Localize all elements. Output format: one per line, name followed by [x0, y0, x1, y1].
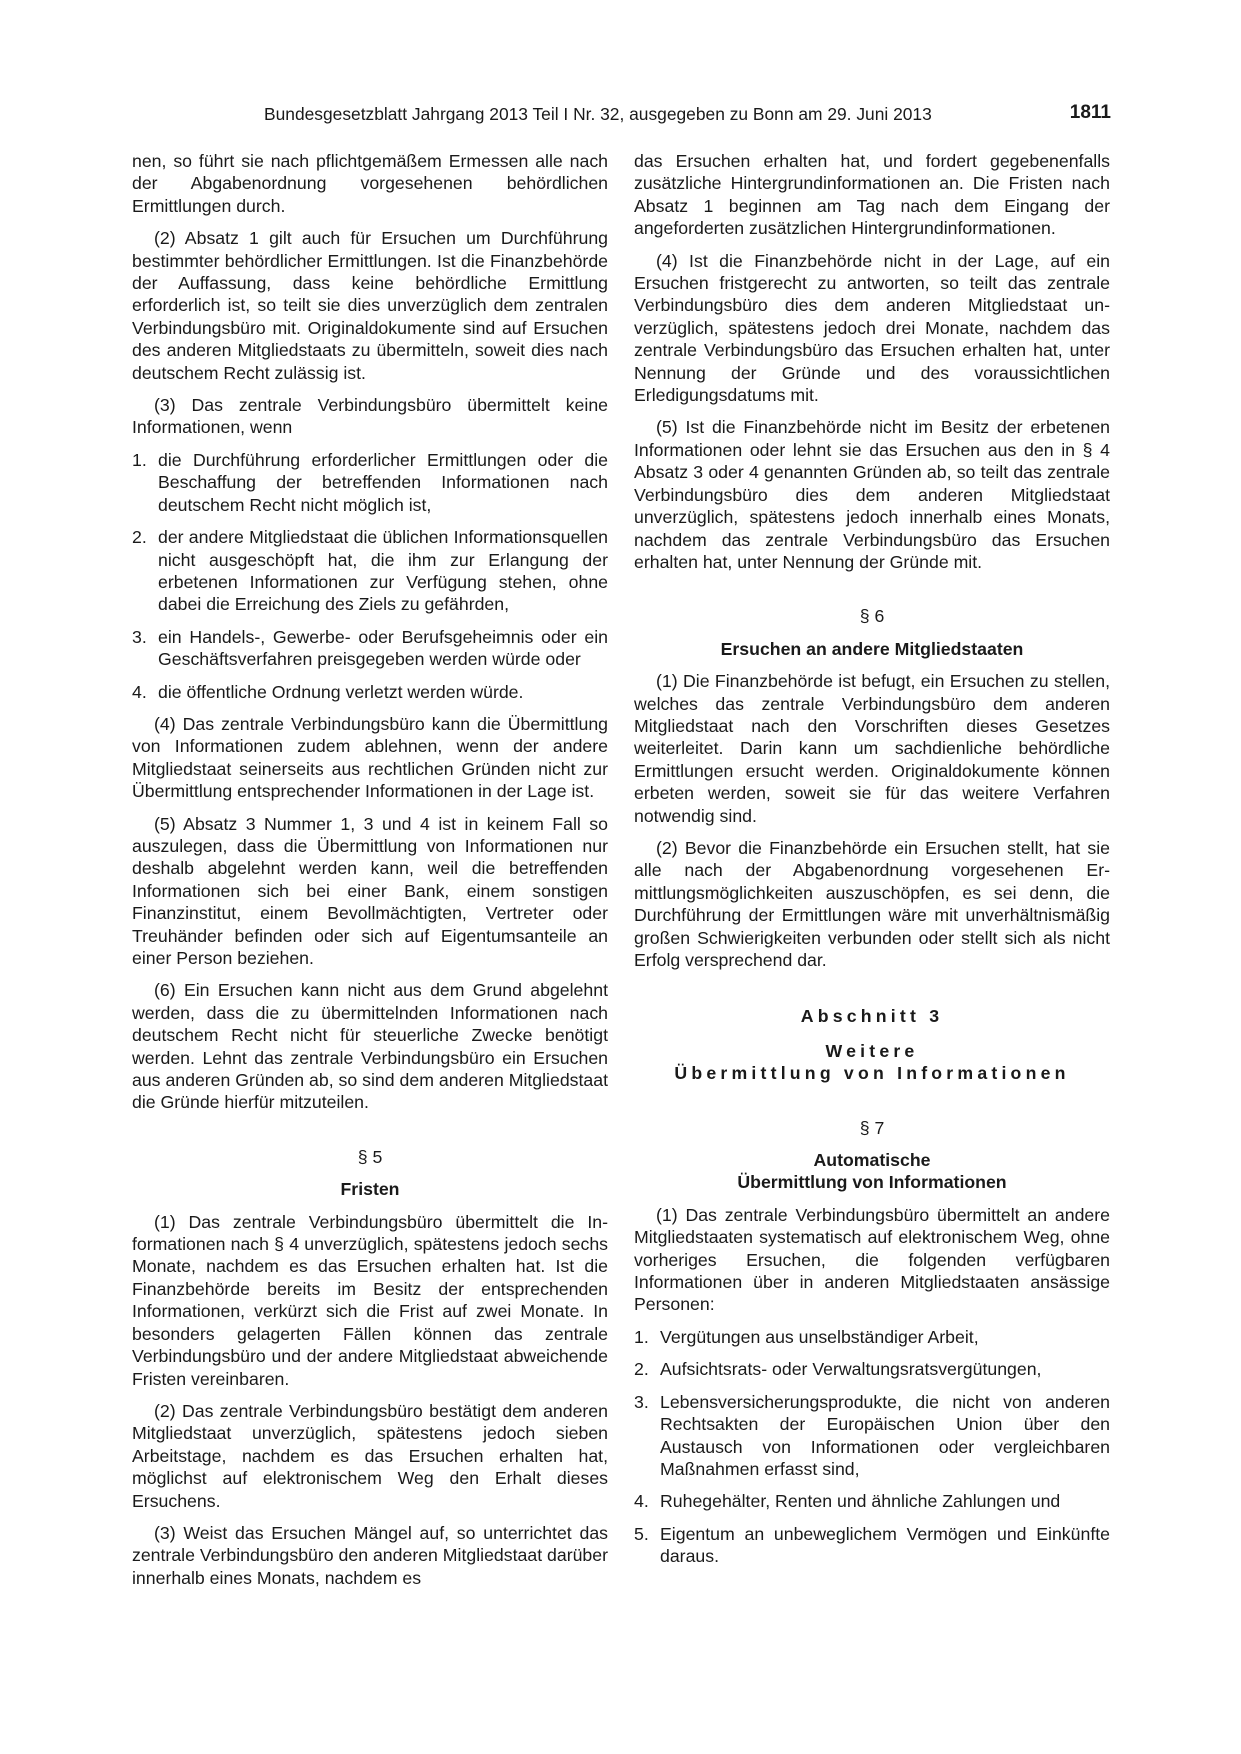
- paragraph-5-1: (1) Das zentrale Verbindungsbüro übermittelt die Informationen nach § 4 unverzüglich, spätestens jedoch sechs Monate, nachdem es das Ersuchen erhalten hat. Ist die Finanzbehörde bereits im Besitz der entsprechenden Informationen, verkürzt sich die Frist auf zwei Monate. In besonders gelagerten Fällen können das zentrale Verbindungsbüro und der andere Mitgliedstaat abweichende Fristen vereinbaren.: [132, 1211, 608, 1389]
- paragraph-5-3: (3) Weist das Ersuchen Mängel auf, so unterrichtet das zentrale Verbindungsbüro den anderen Mitgliedstaat darüber innerhalb eines Monats, nachdem es: [132, 1522, 608, 1588]
- list-item: [132, 626, 608, 671]
- list-7-1: [634, 1326, 1110, 1568]
- list-item: [132, 681, 608, 703]
- list-item-number: 3.: [132, 626, 147, 647]
- chapter-title-line: Weitere: [825, 1040, 919, 1061]
- list-item-text: Vergütungen aus unselbständiger Arbeit,: [660, 1326, 979, 1347]
- paragraph-4-4: (4) Das zentrale Verbindungsbüro kann die Übermittlung von Informationen zudem ablehnen, wenn der andere Mitgliedstaat seinerseits aus rechtlichen Gründen nicht zur Übermittlung entsprechender Informationen in der Lage ist.: [132, 713, 608, 802]
- section-number: § 6: [859, 606, 885, 627]
- section-title: [634, 1149, 1110, 1194]
- paragraph-continued: das Ersuchen erhalten hat, und fordert gegebenenfalls zusätzliche Hintergrundinformationen an. Die Fristen nach Absatz 1 beginnen am Tag nach dem Eingang der angeforderten zusätzlichen Hintergrundinformationen.: [634, 151, 1110, 239]
- paragraph-5-4: (4) Ist die Finanzbehörde nicht in der Lage, auf ein Ersuchen fristgerecht zu antworten, so teilt das zentrale Verbindungsbüro dies dem anderen Mitgliedstaat unverzüglich, spätestens jedoch drei Monate, nachdem das zentrale Verbindungsbüro das Ersuchen erhalten hat, unter Nennung der Gründe und des voraussichtlichen Erledigungsdatums mit.: [634, 250, 1110, 406]
- list-item-number: 5.: [634, 1523, 649, 1544]
- paragraph-6-1: (1) Die Finanzbehörde ist befugt, ein Ersuchen zu stellen, welches das zentrale Verbindungsbüro dem anderen Mitgliedstaat nach den Vorschriften dieses Gesetzes weiterleitet. Darin kann um sachdienliche behördliche Ermittlungen ersucht werden. Originaldokumente können erbeten werden, soweit sie für das weitere Verfahren notwendig sind.: [634, 671, 1110, 826]
- paragraph-4-2: (2) Absatz 1 gilt auch für Ersuchen um Durchführung bestimmter behördlicher Ermittlungen. Ist die Finanzbehörde der Auffassung, dass keine behördliche Ermittlung erforderlich ist, so teilt sie dies unverzüglich dem zentralen Verbindungsbüro mit. Originaldokumente sind auf Ersuchen des anderen Mitgliedstaats zu übermitteln, soweit dies nach deutschem Recht zulässig ist.: [132, 228, 608, 383]
- list-item-number: 1.: [132, 449, 147, 470]
- list-item-number: 2.: [634, 1359, 649, 1380]
- list-item: [132, 449, 608, 516]
- section-title: Fristen: [340, 1179, 400, 1200]
- paragraph-6-2: (2) Bevor die Finanzbehörde ein Ersuchen stellt, hat sie alle nach der Abgabenordnung vorgesehenen Ermittlungsmöglichkeiten auszuschöpfen, es sei denn, die Durchführung der Ermittlungen wäre mit unverhältnismäßig großen Schwierigkeiten verbunden oder stellt sich als nicht Erfolg versprechend dar.: [634, 837, 1110, 970]
- list-item: [634, 1326, 1110, 1348]
- section-number: § 7: [859, 1117, 885, 1138]
- left-column: [132, 150, 608, 1599]
- list-item-text: Lebensversicherungsprodukte, die nicht von anderen Rechtsakten der Europäischen Union über den Austausch von Informationen oder vergleichbaren Maßnahmen erfasst sind,: [660, 1391, 1110, 1479]
- list-item-text: Eigentum an unbeweglichem Vermögen und Einkünfte daraus.: [660, 1523, 1110, 1567]
- running-title: Bundesgesetzblatt Jahrgang 2013 Teil I Nr. 32, ausgegeben zu Bonn am 29. Juni 2013: [264, 104, 932, 124]
- list-item-text: Aufsichtsrats- oder Verwaltungsratsvergütungen,: [660, 1359, 1042, 1380]
- section-title: Ersuchen an andere Mitgliedstaaten: [720, 638, 1024, 659]
- list-item: [132, 526, 608, 616]
- list-item-text: Ruhegehälter, Renten und ähnliche Zahlungen und: [660, 1491, 1061, 1512]
- list-item: [634, 1523, 1110, 1568]
- list-item-number: 1.: [634, 1326, 649, 1347]
- list-item-text: der andere Mitgliedstaat die üblichen Informationsquellen nicht ausgeschöpft hat, die ihm zur Erlangung der erbetenen Informationen zur Verfügung stehen, ohne dabei die Erreichung des Ziels zu gefährden,: [158, 527, 608, 615]
- paragraph-7-1: (1) Das zentrale Verbindungsbüro übermittelt an andere Mitgliedstaaten systematisch auf elektronischem Weg, ohne vorheriges Ersuchen, die folgenden verfügbaren Informationen über in anderen Mitgliedstaaten ansässige Personen:: [634, 1204, 1110, 1315]
- paragraph-4-5: (5) Absatz 3 Nummer 1, 3 und 4 ist in keinem Fall so auszulegen, dass die Übermittlung von Informationen nur deshalb abgelehnt werden kann, weil die betreffenden Informationen sich bei einer Bank, einem sonstigen Finanzinstitut, einem Bevollmächtigten, Vertreter oder Treuhänder befinden oder sich auf Eigentumsanteile an einer Person beziehen.: [132, 813, 608, 968]
- list-item-number: 2.: [132, 527, 147, 548]
- page-number: 1811: [1069, 102, 1111, 123]
- list-item-text: die öffentliche Ordnung verletzt werden würde.: [158, 681, 524, 702]
- list-item-number: 4.: [634, 1491, 649, 1512]
- list-item: [634, 1358, 1110, 1380]
- chapter-title-line: Übermittlung von Informationen: [674, 1063, 1070, 1084]
- list-item-text: ein Handels-, Gewerbe- oder Berufsgeheimnis oder ein Geschäftsverfahren preisgegeben werden würde oder: [158, 626, 608, 670]
- list-item-text: die Durchführung erforderlicher Ermittlungen oder die Beschaffung der betreffenden Informationen nach deutschem Recht nicht möglich ist,: [158, 449, 608, 515]
- paragraph-5-2: (2) Das zentrale Verbindungsbüro bestätigt dem anderen Mitgliedstaat unverzüglich, spätestens jedoch sieben Arbeitstage, nachdem es das Ersuchen erhalten hat, möglichst auf elektronischem Weg den Erhalt dieses Ersuchens.: [132, 1400, 608, 1511]
- chapter-title: [634, 1040, 1110, 1085]
- list-4-3: [132, 449, 608, 703]
- list-item: [634, 1490, 1110, 1512]
- paragraph-4-6: (6) Ein Ersuchen kann nicht aus dem Grund abgelehnt werden, dass die zu übermittelnden Informationen nach deutschem Recht nicht für steuerliche Zwecke benötigt werden. Lehnt das zentrale Verbindungsbüro ein Ersuchen aus anderen Gründen ab, so sind dem anderen Mitgliedstaat die Gründe hierfür mitzuteilen.: [132, 980, 608, 1113]
- section-number: § 5: [357, 1146, 383, 1167]
- paragraph-continued: nen, so führt sie nach pflichtgemäßem Ermessen alle nach der Abgabenordnung vorgesehenen behördlichen Ermittlungen durch.: [132, 151, 608, 216]
- section-title-line: Automatische: [813, 1150, 931, 1171]
- page-header: [130, 104, 1111, 128]
- list-item: [634, 1391, 1110, 1481]
- paragraph-4-3: (3) Das zentrale Verbindungsbüro übermittelt keine Informationen, wenn: [132, 395, 608, 438]
- section-title-line: Übermittlung von Informationen: [737, 1172, 1007, 1193]
- chapter-heading: Abschnitt 3: [800, 1006, 944, 1027]
- list-item-number: 3.: [634, 1391, 649, 1412]
- paragraph-5-5: (5) Ist die Finanzbehörde nicht im Besitz der erbetenen Informationen oder lehnt sie das Ersuchen aus den in § 4 Absatz 3 oder 4 genannten Gründen ab, so teilt das zentrale Verbindungsbüro dies dem anderen Mitgliedstaat unverzüglich, spätestens jedoch innerhalb eines Monats, nachdem das zentrale Verbindungsbüro das Ersuchen erhalten hat, unter Nennung der Gründe mit.: [634, 417, 1110, 572]
- right-column: [634, 150, 1110, 1578]
- list-item-number: 4.: [132, 681, 147, 702]
